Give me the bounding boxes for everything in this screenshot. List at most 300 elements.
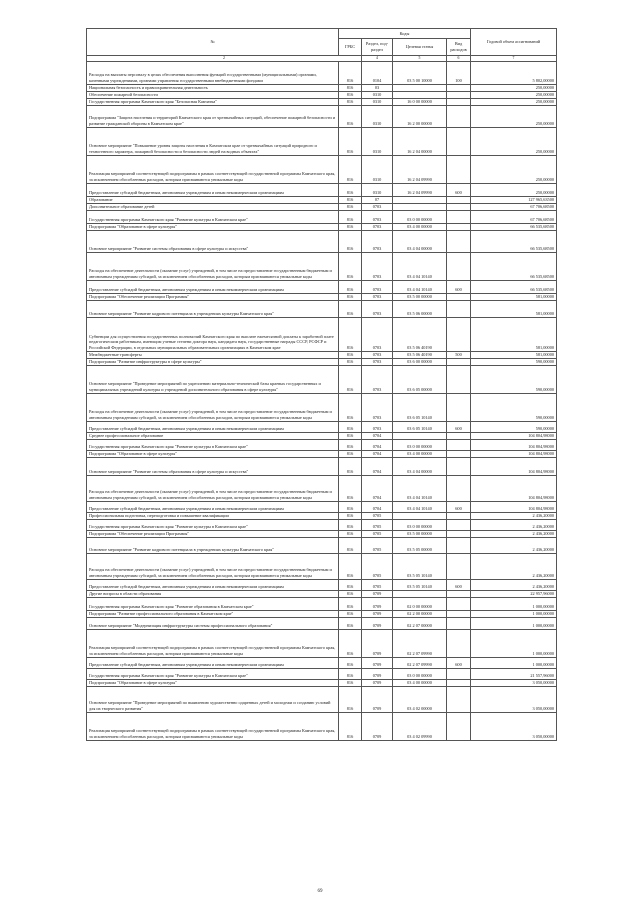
row-name: Подпрограмма "Обеспечение реализации Программы" [87,293,339,300]
row-type [447,196,471,203]
row-grbs: 816 [339,230,362,252]
row-target [393,590,447,597]
row-target [393,91,447,98]
row-type [447,432,471,439]
row-razdel: 0709 [362,679,393,686]
row-target: 16 2 04 09990 [393,183,447,196]
row-target: 03 4 00 00000 [393,223,447,230]
row-target: 03 6 05 10140 [393,421,447,432]
row-name: Основное мероприятие "Развитие системы образования в сфере культуры и искусства" [87,457,339,475]
row-target: 02 2 00 00000 [393,610,447,617]
row-target: 03 6 05 00000 [393,365,447,393]
row-target: 03 4 04 00000 [393,230,447,252]
row-sum: 3 050,00000 [471,712,557,740]
row-sum: 1 000,00000 [471,629,557,657]
table-row [87,210,557,223]
row-name: Расходы на выплаты персоналу в целях обеспечения выполнения функций государственными (муниципальными) органами, казенными учреждениями, органами управления государственными внебюджетными фондами [87,61,339,84]
row-sum: 581,00000 [471,351,557,358]
row-grbs: 816 [339,432,362,439]
row-type [447,98,471,105]
row-razdel: 0705 [362,579,393,590]
row-target: 03 4 00 00000 [393,450,447,457]
row-razdel: 07 [362,196,393,203]
row-target: 03 5 06 00000 [393,300,447,317]
table-row [87,203,557,210]
table-row [87,519,557,530]
row-target: 03 4 04 10140 [393,475,447,501]
row-grbs: 816 [339,127,362,155]
row-type: 600 [447,579,471,590]
row-target: 02 0 00 00000 [393,597,447,610]
row-razdel: 0703 [362,223,393,230]
row-razdel: 0709 [362,712,393,740]
table-row [87,553,557,579]
row-sum: 1 000,00000 [471,617,557,629]
header-type: Вид расходов [447,39,471,56]
row-razdel: 0709 [362,610,393,617]
row-grbs: 816 [339,450,362,457]
row-target: 03 4 02 00000 [393,686,447,712]
row-name: Основное мероприятие "Повышение уровня защиты населения в Камчатском крае от чрезвычайных ситуаций природного и техногенного характера, пожарной безопасности и безопасности людей на водных объектах" [87,127,339,155]
row-grbs: 816 [339,610,362,617]
header-sum: Годовой объем ассигнований [471,29,557,56]
row-sum: 127 965,63500 [471,196,557,203]
row-sum: 21 557,96000 [471,668,557,679]
row-sum: 5 802,00000 [471,61,557,84]
row-type [447,127,471,155]
table-row [87,91,557,98]
table-row [87,432,557,439]
header-razdel: Раздел, под-раздел [362,39,393,56]
row-grbs: 816 [339,679,362,686]
table-row [87,300,557,317]
row-grbs: 816 [339,657,362,668]
row-grbs: 816 [339,300,362,317]
row-type [447,293,471,300]
row-type [447,450,471,457]
row-sum: 581,00000 [471,293,557,300]
row-name: Основное мероприятие "Развитие системы образования в сфере культуры и искусства" [87,230,339,252]
row-type [447,91,471,98]
row-sum: 2 436,20000 [471,537,557,553]
row-grbs: 816 [339,155,362,183]
table-row [87,223,557,230]
row-sum: 250,00000 [471,98,557,105]
row-type [447,519,471,530]
row-sum: 104 804,98000 [471,439,557,450]
row-target: 02 2 07 09990 [393,657,447,668]
row-razdel: 0310 [362,155,393,183]
row-grbs: 816 [339,530,362,537]
row-grbs: 816 [339,553,362,579]
table-row [87,280,557,293]
row-type [447,365,471,393]
row-sum: 3 050,00000 [471,679,557,686]
row-target: 03 6 05 10140 [393,393,447,421]
row-target: 16 2 00 00000 [393,105,447,127]
budget-table-sheet [86,28,556,741]
table-row [87,365,557,393]
column-number: 4 [362,56,393,62]
table-row [87,590,557,597]
row-name: Профессиональная подготовка, переподготовка и повышение квалификации [87,512,339,519]
row-target: 03 0 00 00000 [393,668,447,679]
row-grbs: 816 [339,668,362,679]
row-name: Основное мероприятие "Развитие кадрового потенциала в учреждениях культуры Камчатского края" [87,300,339,317]
row-sum: 1 000,00000 [471,610,557,617]
budget-table [86,28,557,741]
row-razdel: 0704 [362,501,393,512]
row-name: Обеспечение пожарной безопасности [87,91,339,98]
row-name: Государственная программа Камчатского края "Развитие культуры в Камчатском крае" [87,519,339,530]
row-type [447,84,471,91]
row-type [447,358,471,365]
row-sum: 104 804,98000 [471,432,557,439]
table-row [87,629,557,657]
row-type: 500 [447,351,471,358]
row-sum: 581,00000 [471,317,557,351]
row-name: Расходы на обеспечение деятельности (оказание услуг) учреждений, в том числе на предоставление государственным бюджетным и автономным учреждениям субсидий, за исключением обособленных расходов, которым присваиваются уникальные коды [87,475,339,501]
row-sum: 250,00000 [471,105,557,127]
row-name: Государственная программа Камчатского края "Развитие культуры в Камчатском крае" [87,439,339,450]
row-type [447,393,471,421]
row-razdel: 0703 [362,358,393,365]
row-razdel: 0704 [362,457,393,475]
row-type [447,537,471,553]
row-type [447,155,471,183]
row-type [447,203,471,210]
table-row [87,439,557,450]
row-sum: 2 436,20000 [471,579,557,590]
header-codes: Коды [339,29,471,39]
row-name: Подпрограмма "Образование в сфере культуры" [87,679,339,686]
table-row [87,686,557,712]
row-razdel: 0703 [362,203,393,210]
table-row [87,393,557,421]
row-name: Основное мероприятие "Проведение мероприятий по укреплению материально-технической базы краевых государственных и муниципальных учреждений культуры и учреждений дополнительного образования в сфере культуры" [87,365,339,393]
row-target: 03 4 04 10140 [393,252,447,280]
row-target: 03 4 02 09990 [393,712,447,740]
row-grbs: 816 [339,393,362,421]
column-number: 6 [447,56,471,62]
column-number: 5 [393,56,447,62]
row-grbs: 816 [339,223,362,230]
row-grbs: 816 [339,98,362,105]
row-name: Реализация мероприятий соответствующей подпрограммы в рамках соответствующей государственной программы Камчатского края, за исключением обособленных расходов, которым присваиваются уникальные коды [87,629,339,657]
row-razdel: 0703 [362,293,393,300]
row-target: 16 0 00 00000 [393,98,447,105]
row-razdel: 0705 [362,512,393,519]
row-grbs: 816 [339,439,362,450]
row-type: 100 [447,61,471,84]
row-name: Подпрограмма "Развитие профессионального образования в Камчатском крае" [87,610,339,617]
row-target [393,84,447,91]
row-name: Предоставление субсидий бюджетным, автономным учреждениям и иным некоммерческим организациям [87,657,339,668]
row-name: Национальная безопасность и правоохранительная деятельность [87,84,339,91]
row-razdel: 0310 [362,127,393,155]
row-sum: 104 804,98000 [471,475,557,501]
row-name: Подпрограмма "Защита населения и территорий Камчатского края от чрезвычайных ситуаций, обеспечение пожарной безопасности и развитие гражданской обороны в Камчатском крае" [87,105,339,127]
row-grbs: 816 [339,686,362,712]
row-sum: 250,00000 [471,127,557,155]
table-row [87,84,557,91]
table-row [87,358,557,365]
row-grbs: 816 [339,293,362,300]
column-number: 7 [471,56,557,62]
row-type [447,475,471,501]
row-grbs: 816 [339,196,362,203]
row-type [447,686,471,712]
row-grbs: 816 [339,501,362,512]
row-razdel: 0703 [362,393,393,421]
row-grbs: 816 [339,579,362,590]
table-row [87,105,557,127]
row-target: 03 5 06 40190 [393,317,447,351]
table-row [87,597,557,610]
table-row [87,712,557,740]
row-name: Государственная программа Камчатского края "Безопасная Камчатка" [87,98,339,105]
row-razdel: 0703 [362,252,393,280]
row-target: 03 0 00 00000 [393,519,447,530]
table-row [87,252,557,280]
row-grbs: 816 [339,280,362,293]
column-number: 2 [87,56,362,62]
row-target [393,196,447,203]
row-razdel: 0703 [362,351,393,358]
row-razdel: 0709 [362,668,393,679]
row-sum: 67 706,68500 [471,203,557,210]
row-sum: 66 535,68500 [471,230,557,252]
table-row [87,196,557,203]
row-sum: 66 535,68500 [471,252,557,280]
row-type [447,617,471,629]
table-row [87,668,557,679]
row-name: Предоставление субсидий бюджетным, автономным учреждениям и иным некоммерческим организациям [87,183,339,196]
row-grbs: 816 [339,210,362,223]
row-sum: 2 436,20000 [471,530,557,537]
row-sum: 66 535,68500 [471,280,557,293]
row-grbs: 816 [339,421,362,432]
row-sum: 590,00000 [471,365,557,393]
table-row [87,317,557,351]
row-type [447,610,471,617]
row-sum: 250,00000 [471,155,557,183]
table-row [87,457,557,475]
table-row [87,127,557,155]
row-grbs: 816 [339,629,362,657]
row-razdel: 0703 [362,300,393,317]
table-row [87,610,557,617]
row-razdel: 0704 [362,432,393,439]
row-type [447,230,471,252]
row-target: 03 4 00 00000 [393,679,447,686]
row-name: Предоставление субсидий бюджетным, автономным учреждениям и иным некоммерческим организациям [87,280,339,293]
row-target: 03 5 00 00000 [393,293,447,300]
row-grbs: 816 [339,91,362,98]
row-name: Основное мероприятие "Модернизация инфраструктуры системы профессионального образования" [87,617,339,629]
table-row [87,579,557,590]
row-razdel: 0310 [362,183,393,196]
row-razdel: 0705 [362,519,393,530]
table-row [87,512,557,519]
row-razdel: 0709 [362,597,393,610]
row-target: 03 0 00 00000 [393,210,447,223]
row-grbs: 816 [339,358,362,365]
row-name: Предоставление субсидий бюджетным, автономным учреждениям и иным некоммерческим организациям [87,501,339,512]
row-target: 03 5 06 40190 [393,351,447,358]
row-sum: 590,00000 [471,421,557,432]
row-target: 03 5 05 10140 [393,579,447,590]
row-razdel: 0709 [362,657,393,668]
table-row [87,351,557,358]
row-name: Государственная программа Камчатского края "Развитие культуры в Камчатском крае" [87,210,339,223]
row-name: Основное мероприятие "Проведение мероприятий по выявлению художественно одаренных детей и молодежи и созданию условий для их творческого развития" [87,686,339,712]
row-target [393,512,447,519]
row-grbs: 816 [339,252,362,280]
row-sum: 104 804,98000 [471,501,557,512]
row-name: Расходы на обеспечение деятельности (оказание услуг) учреждений, в том числе на предоставление государственным бюджетным и автономным учреждениям субсидий, за исключением обособленных расходов, которым присваиваются уникальные коды [87,553,339,579]
table-row [87,450,557,457]
row-target [393,432,447,439]
row-type [447,457,471,475]
row-grbs: 816 [339,203,362,210]
table-row [87,61,557,84]
row-name: Расходы на обеспечение деятельности (оказание услуг) учреждений, в том числе на предоставление государственным бюджетным и автономным учреждениям субсидий, за исключением обособленных расходов, которым присваиваются уникальные коды [87,252,339,280]
header-target: Целевая статья [393,39,447,56]
row-name: Реализация мероприятий соответствующей подпрограммы в рамках соответствующей государственной программы Камчатского края, за исключением обособленных расходов, которым присваиваются уникальные коды [87,712,339,740]
row-name: Образование [87,196,339,203]
row-type: 600 [447,657,471,668]
row-type [447,300,471,317]
row-type [447,530,471,537]
row-type [447,597,471,610]
row-sum: 590,00000 [471,358,557,365]
table-row [87,230,557,252]
row-type: 600 [447,501,471,512]
row-razdel: 0704 [362,475,393,501]
row-grbs: 816 [339,351,362,358]
row-type [447,317,471,351]
row-razdel: 0703 [362,210,393,223]
row-target [393,203,447,210]
row-sum: 581,00000 [471,300,557,317]
row-razdel: 0703 [362,280,393,293]
row-razdel: 0709 [362,686,393,712]
row-razdel: 0705 [362,530,393,537]
row-type: 600 [447,183,471,196]
row-razdel: 0704 [362,450,393,457]
row-target: 03 5 05 10140 [393,553,447,579]
row-sum: 250,00000 [471,91,557,98]
row-type [447,712,471,740]
row-type [447,223,471,230]
row-grbs: 816 [339,105,362,127]
table-row [87,679,557,686]
row-type [447,629,471,657]
row-name: Расходы на обеспечение деятельности (оказание услуг) учреждений, в том числе на предоставление государственным бюджетным и автономным учреждениям субсидий, за исключением обособленных расходов, которым присваиваются уникальные коды [87,393,339,421]
row-name: Основное мероприятие "Развитие кадрового потенциала в учреждениях культуры Камчатского края" [87,537,339,553]
row-grbs: 816 [339,537,362,553]
row-name: Предоставление субсидий бюджетным, автономным учреждениям и иным некоммерческим организациям [87,421,339,432]
row-target: 16 2 04 09990 [393,155,447,183]
row-sum: 104 804,98000 [471,450,557,457]
row-grbs: 816 [339,183,362,196]
row-razdel: 0104 [362,61,393,84]
row-grbs: 816 [339,712,362,740]
row-name: Подпрограмма "Образование в сфере культуры" [87,223,339,230]
row-sum: 22 957,96000 [471,590,557,597]
row-grbs: 816 [339,365,362,393]
row-type [447,512,471,519]
row-target: 03 5 00 00000 [393,530,447,537]
row-name: Предоставление субсидий бюджетным, автономным учреждениям и иным некоммерческим организациям [87,579,339,590]
row-sum: 250,00000 [471,84,557,91]
row-sum: 3 050,00000 [471,686,557,712]
row-type [447,105,471,127]
table-row [87,537,557,553]
row-type [447,590,471,597]
table-row [87,475,557,501]
page-number: 69 [317,889,323,894]
row-name: Подпрограмма "Образование в сфере культуры" [87,450,339,457]
row-razdel: 0705 [362,553,393,579]
row-target: 03 5 00 10000 [393,61,447,84]
row-grbs: 816 [339,317,362,351]
row-razdel: 0703 [362,230,393,252]
row-sum: 2 436,20000 [471,519,557,530]
row-target: 03 0 00 00000 [393,439,447,450]
row-grbs: 816 [339,617,362,629]
row-name: Дополнительное образование детей [87,203,339,210]
row-sum: 590,00000 [471,393,557,421]
row-grbs: 816 [339,590,362,597]
row-razdel: 0310 [362,105,393,127]
row-name: Реализация мероприятий соответствующей подпрограммы в рамках соответствующей государственной программы Камчатского края, за исключением обособленных расходов, которым присваиваются уникальные коды [87,155,339,183]
table-row [87,617,557,629]
row-razdel: 0310 [362,91,393,98]
row-sum: 1 000,00000 [471,597,557,610]
row-name: Субвенции для осуществления государственных полномочий Камчатского края по выплате ежемесячной доплаты к заработной плате педагогическим работникам, имеющим ученые степени доктора наук, кандидата наук, государственные награды СССР, РСФСР и Российской Федерации, в отдельных муниципальных образовательных организациях в Камчатском крае [87,317,339,351]
row-razdel: 0703 [362,421,393,432]
row-grbs: 816 [339,61,362,84]
row-target: 03 5 05 00000 [393,537,447,553]
row-type [447,439,471,450]
table-row [87,293,557,300]
row-name: Государственная программа Камчатского края "Развитие культуры в Камчатском крае" [87,668,339,679]
row-razdel: 0703 [362,317,393,351]
row-name: Подпрограмма "Обеспечение реализации Программы" [87,530,339,537]
row-type [447,679,471,686]
row-sum: 2 436,20000 [471,512,557,519]
table-row [87,501,557,512]
row-type [447,553,471,579]
row-name: Подпрограмма "Развитие инфраструктуры в сфере культуры" [87,358,339,365]
table-row [87,657,557,668]
row-grbs: 816 [339,512,362,519]
row-grbs: 816 [339,597,362,610]
row-razdel: 0709 [362,617,393,629]
row-type [447,668,471,679]
header-name: № [87,29,339,56]
row-razdel: 0310 [362,98,393,105]
row-type: 600 [447,421,471,432]
row-sum: 1 000,00000 [471,657,557,668]
row-target: 16 2 04 00000 [393,127,447,155]
row-razdel: 03 [362,84,393,91]
table-row [87,421,557,432]
row-sum: 250,00000 [471,183,557,196]
row-target: 03 4 04 00000 [393,457,447,475]
